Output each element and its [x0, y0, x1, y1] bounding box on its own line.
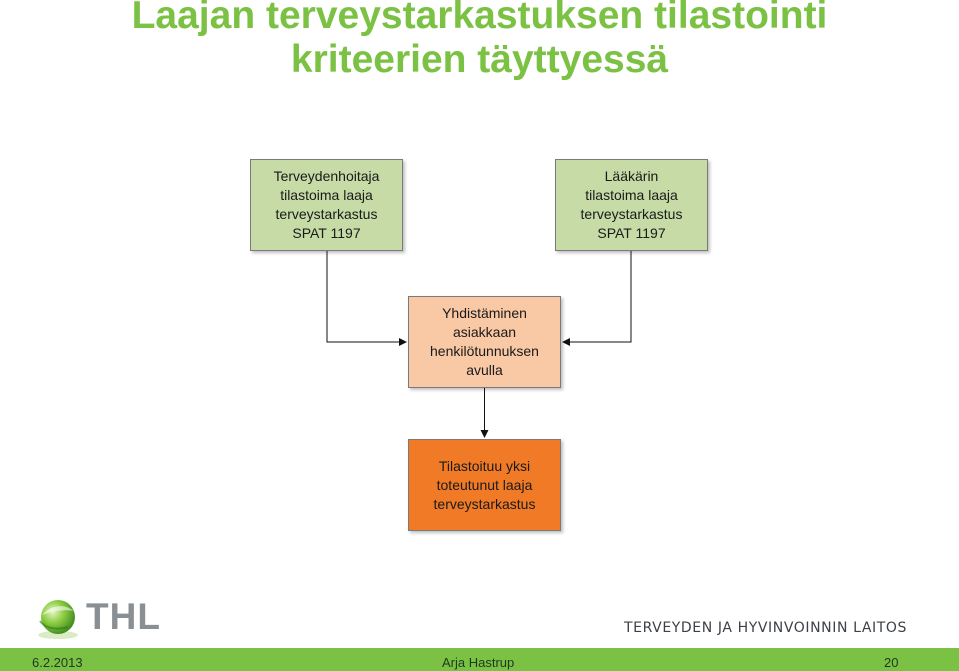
node-nurse-line-4: SPAT 1197 — [292, 225, 361, 241]
node-result-line-3: terveystarkastus — [433, 495, 536, 512]
node-result-recorded — [408, 439, 561, 531]
node-nurse-line-3: terveystarkastus — [275, 206, 378, 222]
node-result-line-2: toteutunut laaja — [436, 476, 533, 493]
node-doctor-line-4: SPAT 1197 — [597, 225, 666, 241]
node-result-line-1: Tilastoituu yksi — [438, 457, 531, 474]
node-doctor-line-3: terveystarkastus — [580, 206, 683, 222]
node-doctor-statistics — [555, 159, 708, 251]
connector-doctor-to-combine — [563, 251, 631, 342]
slide-title-line-1: Laajan terveystarkastuksen tilastointi — [131, 0, 828, 37]
node-combine-line-2: asiakkaan — [452, 324, 517, 340]
node-nurse-line-1: Terveydenhoitaja — [273, 168, 380, 184]
connector-nurse-to-combine — [327, 251, 406, 342]
footer-page-number: 20 — [884, 655, 899, 670]
node-combine-line-4: avulla — [466, 362, 503, 378]
organization-name: TERVEYDEN JA HYVINVOINNIN LAITOS — [623, 620, 907, 636]
node-nurse-statistics — [250, 159, 403, 251]
node-combine-by-ssn — [408, 296, 561, 388]
node-nurse-line-2: tilastoima laaja — [280, 187, 373, 203]
footer-date: 6.2.2013 — [32, 655, 83, 670]
node-combine-line-1: Yhdistäminen — [442, 305, 527, 321]
node-combine-line-3: henkilötunnuksen — [430, 343, 539, 359]
slide-title-line-2: kriteerien täyttyessä — [290, 38, 669, 81]
node-doctor-line-2: tilastoima laaja — [585, 187, 678, 203]
footer-author: Arja Hastrup — [442, 655, 515, 670]
thl-logo-text: THL — [86, 596, 161, 637]
node-doctor-line-1: Lääkärin — [604, 168, 659, 184]
